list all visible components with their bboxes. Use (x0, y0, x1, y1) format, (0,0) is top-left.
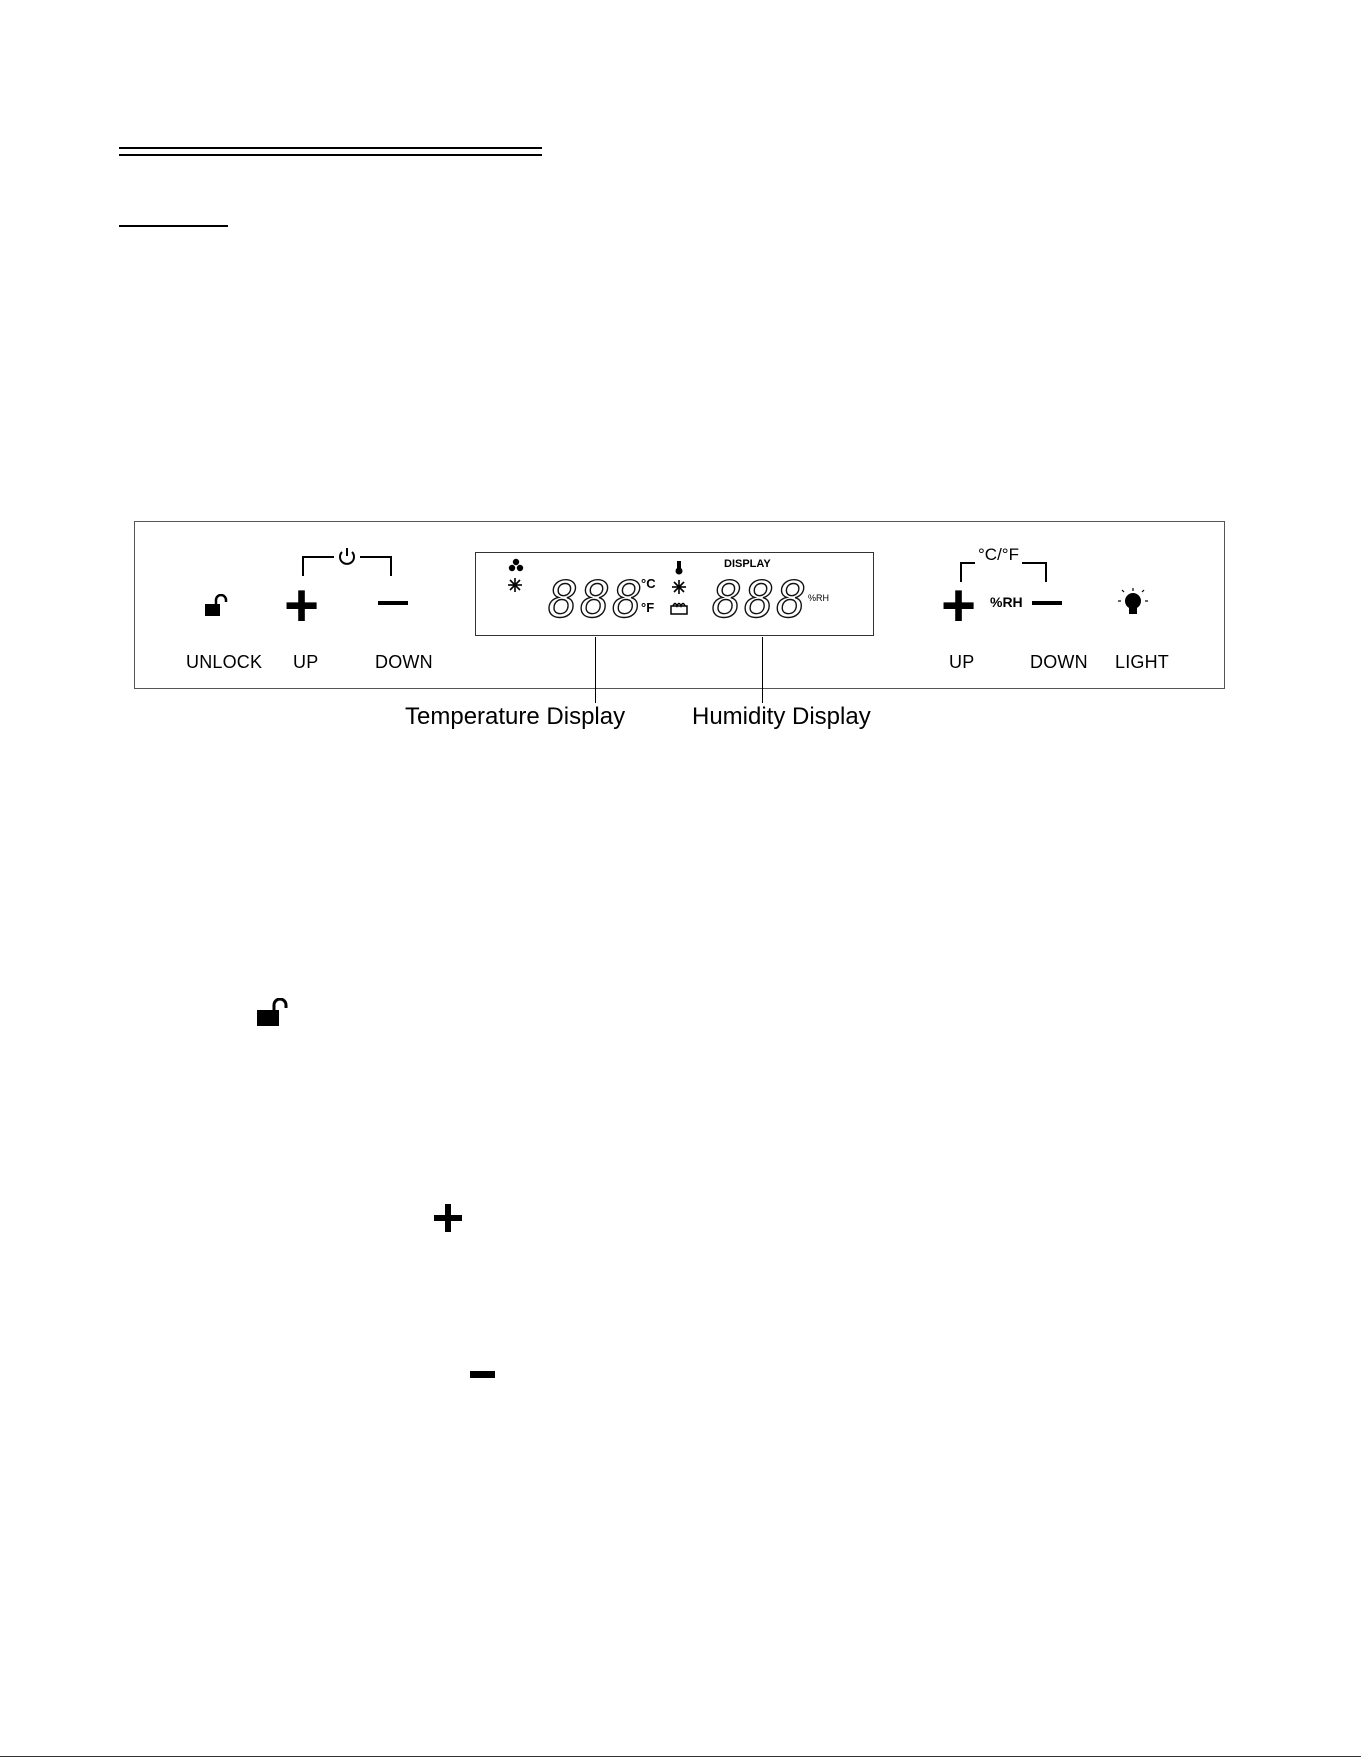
humidity-pointer (762, 637, 763, 703)
up-label-left: UP (293, 652, 319, 672)
minus-icon (470, 1371, 495, 1378)
rh-label: %RH (990, 594, 1023, 610)
down-label-left: DOWN (375, 652, 433, 672)
heading-underline-bottom (119, 154, 542, 156)
page-bottom-edge (0, 1756, 1361, 1757)
temperature-pointer (595, 637, 596, 703)
down-button-right[interactable] (1032, 601, 1062, 605)
plus-icon (433, 1203, 463, 1233)
up-button-left[interactable]: + (284, 572, 320, 639)
power-icon (334, 544, 360, 570)
unit-celsius: °C (641, 576, 656, 591)
down-label-right: DOWN (1030, 652, 1088, 672)
subheading-underline (119, 225, 228, 227)
unlock-label: UNLOCK (186, 652, 263, 672)
humidity-digits: 888 (712, 571, 809, 629)
thermometer-icon (672, 561, 686, 575)
display-header: DISPLAY (724, 558, 771, 570)
temperature-digits: 888 (548, 571, 645, 629)
snowflake-icon (508, 578, 522, 592)
unit-fahrenheit: °F (641, 600, 655, 615)
unlock-icon-large (256, 998, 296, 1028)
down-button-left[interactable] (378, 601, 408, 605)
light-label: LIGHT (1115, 652, 1170, 672)
temperature-caption: Temperature Display (405, 703, 626, 730)
up-button-right[interactable]: + (941, 572, 977, 639)
fan-icon (508, 558, 524, 574)
humidity-caption: Humidity Display (692, 703, 871, 730)
rh-small-label: %RH (808, 593, 830, 603)
lock-open-icon (204, 594, 230, 618)
defrost-icon (670, 601, 688, 615)
light-bulb-icon (1118, 588, 1148, 620)
heading-underline-top (119, 147, 542, 149)
up-label-right: UP (949, 652, 975, 672)
units-label: °C/°F (975, 545, 1022, 565)
unlock-button[interactable] (204, 594, 230, 618)
light-button[interactable] (1118, 588, 1148, 620)
snowflake-icon-small (672, 580, 686, 594)
